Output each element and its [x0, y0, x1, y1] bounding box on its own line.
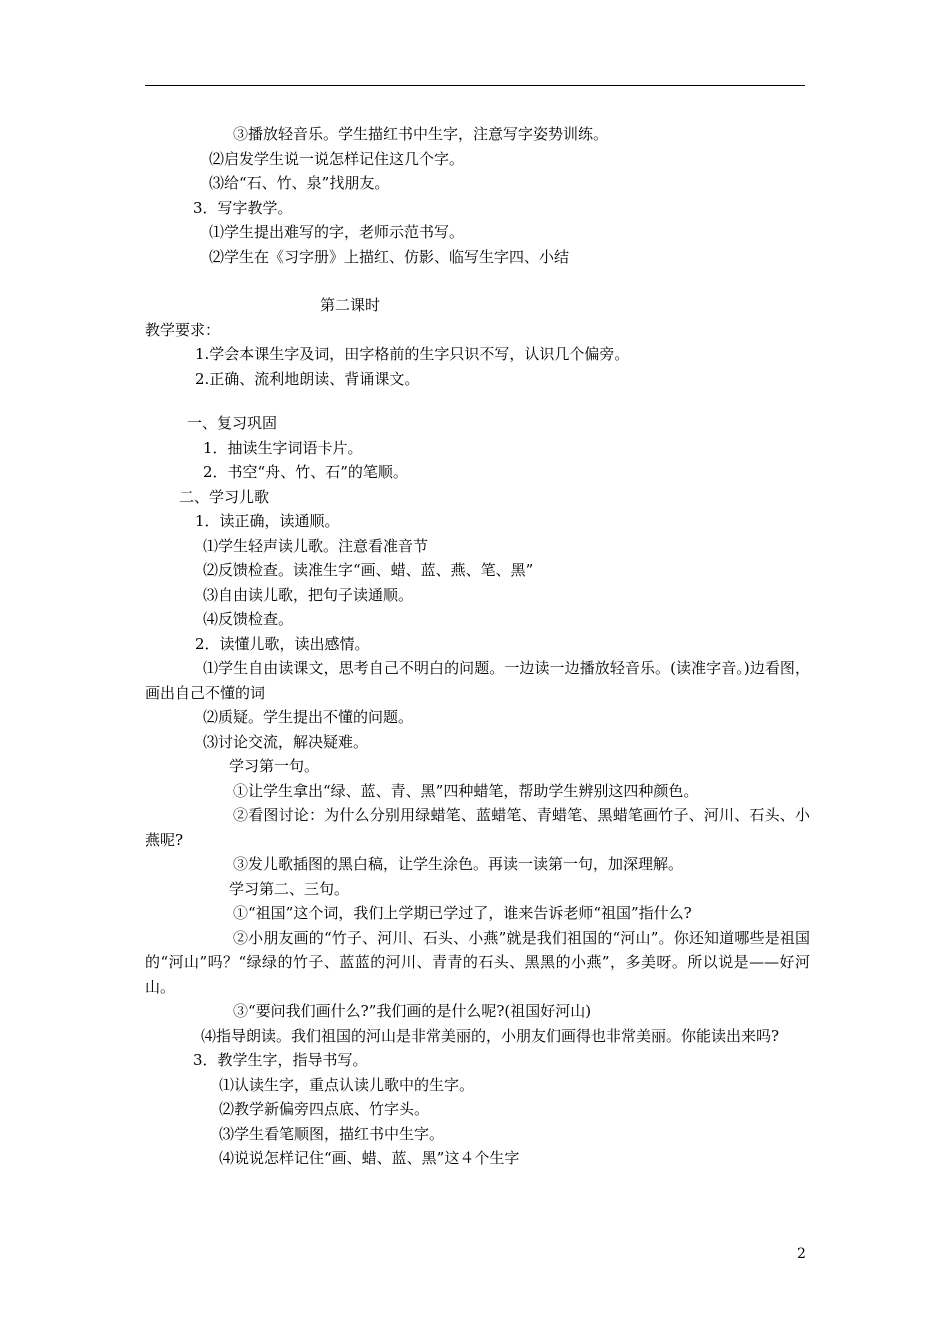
text-line: ③播放轻音乐。学生描红书中生字，注意写字姿势训练。 — [233, 125, 609, 143]
sentence-item: ①“祖国”这个词，我们上学期已学过了，谁来告诉老师“祖国”指什么? — [233, 904, 692, 922]
study-item: ⑶自由读儿歌，把句子读通顺。 — [203, 585, 414, 604]
study-paragraph: ⑴学生自由读课文，思考自己不明白的问题。一边读一边播放轻音乐。(读准字音。)边看图，画出自己不懂的词 — [145, 659, 810, 702]
study-item: ⑵教学新偏旁四点底、竹字头。 — [219, 1100, 430, 1118]
study-paragraph: ⑷指导朗读。我们祖国的河山是非常美丽的，小朋友们画得也非常美丽。你能读出来吗? — [201, 1026, 780, 1045]
text-line: ⑶给“石、竹、泉”找朋友。 — [209, 174, 390, 192]
page-number: 2 — [797, 1246, 806, 1262]
review-heading: 一、复习巩固 — [187, 414, 278, 432]
lesson-title: 第二课时 — [320, 296, 381, 314]
study-item: ⑴学生轻声读儿歌。注意看准音节 — [203, 536, 429, 555]
study-item: ⑷说说怎样记住“画、蜡、蓝、黑”这４个生字 — [219, 1149, 520, 1167]
document-body — [145, 122, 810, 1171]
sentence-heading: 学习第一句。 — [229, 757, 320, 775]
text-line: ⑵学生在《习字册》上描红、仿影、临写生字四、小结 — [209, 247, 570, 266]
study-item: ⑷反馈检查。 — [203, 610, 294, 628]
study-step: 1．读正确，读通顺。 — [195, 512, 340, 530]
header-rule — [145, 85, 805, 86]
review-item: 1．抽读生字词语卡片。 — [203, 438, 363, 457]
sentence-heading: 学习第二、三句。 — [229, 879, 350, 898]
sentence-paragraph: ②小朋友画的“竹子、河川、石头、小燕”就是我们祖国的“河山”。你还知道哪些是祖国的“河山”吗？“绿绿的竹子、蓝蓝的河川、青青的石头、黑黑的小燕”，多美呀。所以说是——好河山。 — [145, 928, 810, 996]
study-item: ⑶学生看笔顺图，描红书中生字。 — [219, 1124, 445, 1143]
review-item: 2．书空“舟、竹、石”的笔顺。 — [203, 463, 408, 481]
sentence-paragraph: ②看图讨论：为什么分别用绿蜡笔、蓝蜡笔、青蜡笔、黑蜡笔画竹子、河川、石头、小燕呢? — [145, 806, 810, 849]
sentence-item: ①让学生拿出“绿、蓝、青、黑”四种蜡笔，帮助学生辨别这四种颜色。 — [233, 781, 699, 800]
study-heading: 二、学习儿歌 — [179, 487, 270, 506]
sentence-item: ③发儿歌插图的黑白稿，让学生涂色。再读一读第一句，加深理解。 — [233, 855, 684, 873]
study-step: 2．读懂儿歌，读出感情。 — [195, 634, 370, 653]
text-line: ⑴学生提出难写的字，老师示范书写。 — [209, 223, 465, 241]
study-step: 3．教学生字，指导书写。 — [193, 1051, 368, 1069]
text-line: ⑵启发学生说一说怎样记住这几个字。 — [209, 149, 465, 168]
text-line: 3．写字教学。 — [193, 198, 293, 217]
study-item: ⑵质疑。学生提出不懂的问题。 — [203, 708, 414, 726]
study-item: ⑶讨论交流，解决疑难。 — [203, 732, 369, 751]
study-item: ⑴认读生字，重点认读儿歌中的生字。 — [219, 1075, 475, 1094]
sentence-item: ③“要问我们画什么?”我们画的是什么呢?(祖国好河山) — [233, 1002, 592, 1020]
requirements-heading: 教学要求： — [145, 320, 221, 339]
study-item: ⑵反馈检查。读准生字“画、蜡、蓝、燕、笔、黑” — [203, 561, 534, 579]
requirement-item: 2.正确、流利地朗读、背诵课文。 — [195, 369, 420, 388]
requirement-item: 1.学会本课生字及词，田字格前的生字只识不写，认识几个偏旁。 — [195, 345, 630, 363]
